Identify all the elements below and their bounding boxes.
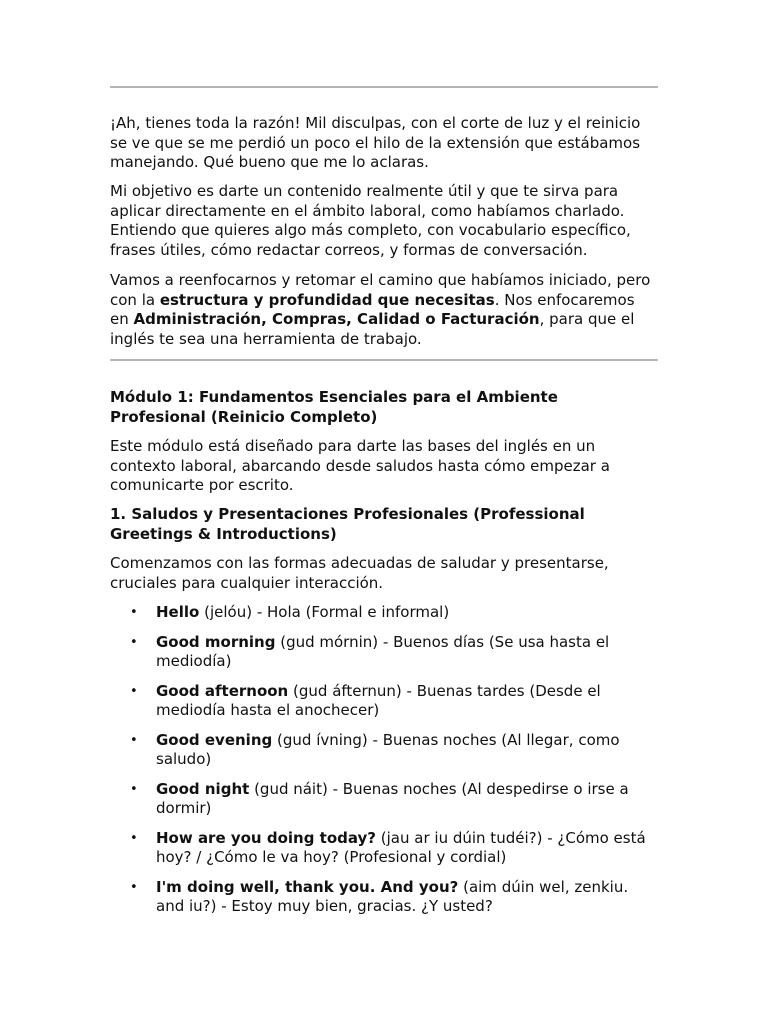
vocab-term: Hello: [156, 603, 200, 621]
intro-p3-bold-structure: estructura y profundidad que necesitas: [159, 290, 495, 309]
intro-p3-text-e: , para que el inglés te sea una herramienta de trabajo.: [110, 310, 635, 348]
vocab-term: Good morning: [156, 632, 276, 651]
vocab-detail: (aim dúin wel, zenkiu. and iu?) - Estoy muy bien, gracias. ¿Y usted?: [156, 877, 629, 915]
list-item: [110, 780, 658, 819]
bullet-icon: •: [130, 605, 138, 620]
intro-p3-bold-areas: Administración, Compras, Calidad o Facturación: [133, 310, 540, 328]
vocab-detail: (gud náit) - Buenas noches (Al despedirse o irse a dormir): [156, 779, 629, 817]
bullet-icon: •: [130, 634, 138, 650]
list-item: [110, 731, 658, 770]
bullet-icon: •: [130, 781, 138, 797]
module-description: Este módulo está diseñado para darte las bases del inglés en un contexto laboral, abarcando desde saludos hasta cómo empezar a comunicarte por escrito.: [110, 437, 610, 494]
list-item: [110, 829, 658, 868]
bullet-icon: •: [130, 830, 138, 846]
vocab-detail: (gud mórnin) - Buenos días (Se usa hasta el mediodía): [156, 632, 610, 670]
vocab-term: How are you doing today?: [156, 828, 377, 847]
greetings-list: [110, 603, 658, 927]
vocab-detail: (gud áfternun) - Buenas tardes (Desde el mediodía hasta el anochecer): [156, 681, 601, 719]
module-heading: Módulo 1: Fundamentos Esenciales para el Ambiente Profesional (Reinicio Completo): [110, 388, 558, 426]
intro-p3-text-c: . Nos enfocaremos en: [110, 290, 635, 328]
vocab-term: Good afternoon: [156, 681, 289, 700]
vocab-detail: (jau ar iu dúin tudéi?) - ¿Cómo está hoy? / ¿Cómo le va hoy? (Profesional y cordial): [156, 828, 646, 866]
intro-paragraph-3: [110, 271, 658, 349]
middle-divider: [110, 359, 658, 361]
intro-p3-text-a: Vamos a reenfocarnos y retomar el camino que habíamos iniciado, pero con la: [110, 271, 651, 309]
list-item: [110, 633, 658, 672]
list-item: [110, 878, 658, 917]
intro-paragraph-2: Mi objetivo es darte un contenido realmente útil y que te sirva para aplicar directamente en el ámbito laboral, como habíamos charlado. Entiendo que quieres algo más completo, con vocabulario específico, frases útiles, cómo redactar correos, y formas de conversación.: [110, 182, 631, 259]
intro-paragraph-1: ¡Ah, tienes toda la razón! Mil disculpas, con el corte de luz y el reinicio se ve que se me perdió un poco el hilo de la extensión que estábamos manejando. Qué bueno que me lo aclaras.: [110, 114, 641, 171]
list-item: [110, 682, 658, 721]
vocab-term: I'm doing well, thank you. And you?: [156, 877, 459, 896]
vocab-term: Good night: [156, 779, 250, 798]
list-item: [110, 603, 658, 623]
vocab-detail: (jelóu) - Hola (Formal e informal): [199, 603, 450, 621]
bullet-icon: •: [130, 879, 138, 895]
bullet-icon: •: [130, 683, 138, 699]
top-divider: [110, 86, 658, 88]
section-heading: 1. Saludos y Presentaciones Profesionales (Professional Greetings & Introductions): [110, 505, 585, 543]
section-description: Comenzamos con las formas adecuadas de saludar y presentarse, cruciales para cualquier interacción.: [110, 554, 609, 592]
vocab-term: Good evening: [156, 730, 273, 749]
bullet-icon: •: [130, 732, 138, 748]
vocab-detail: (gud ívning) - Buenas noches (Al llegar, como saludo): [156, 730, 620, 768]
